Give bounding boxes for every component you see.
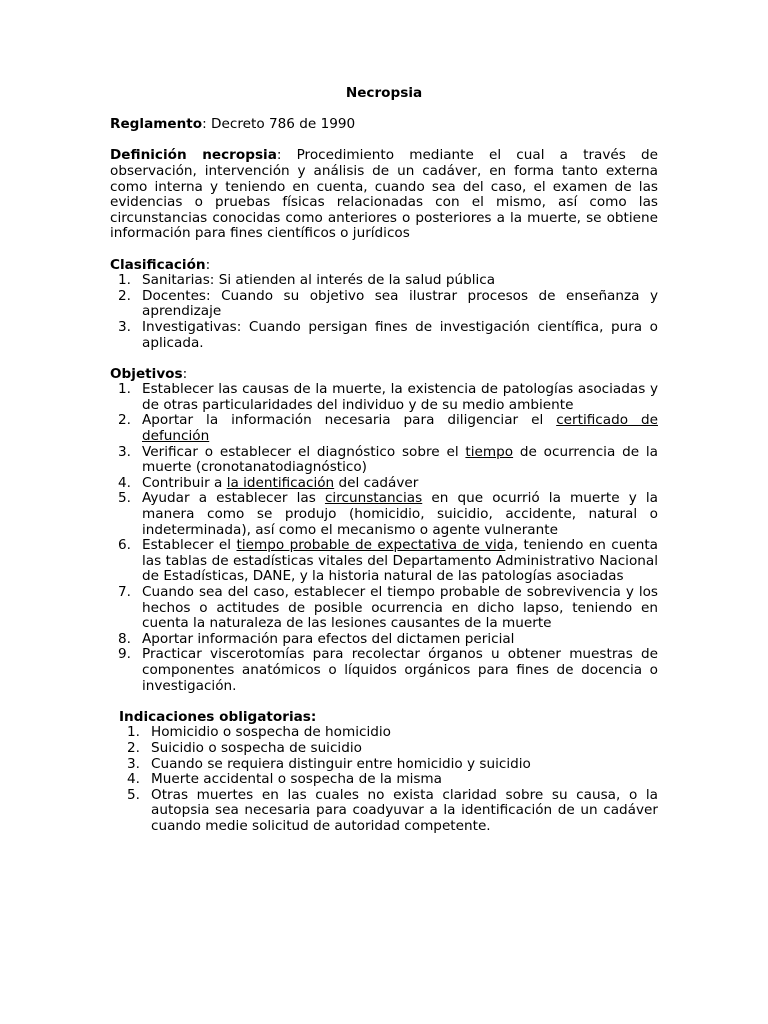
document-title: Necropsia [345, 85, 423, 101]
list-number: 3. [118, 443, 131, 460]
expectativa-vida-link[interactable]: tiempo probable de expectativa de vid [236, 537, 506, 554]
list-item-text: Homicidio o sospecha de homicidio [151, 724, 391, 741]
list-item [110, 538, 658, 585]
list-item [110, 741, 658, 757]
spacer [110, 351, 658, 367]
list-number: 1. [118, 381, 131, 398]
circunstancias-link[interactable]: circunstancias [324, 490, 423, 507]
reglamento-value: : Decreto 786 de 1990 [202, 116, 356, 133]
list-item [110, 632, 658, 648]
list-item-text: Investigativas: Cuando persigan fines de investigación científica, pura o aplicada. [142, 318, 658, 351]
list-number: 1. [118, 272, 131, 289]
list-item [110, 788, 658, 835]
list-number: 2. [118, 412, 131, 429]
list-item [110, 445, 658, 476]
clasificacion-list [110, 273, 658, 351]
list-item-text: de ocurrencia de la muerte (cronotanatodiagnóstico) [142, 443, 658, 476]
list-item-text: Cuando se requiera distinguir entre homicidio y suicidio [151, 755, 531, 772]
list-item [110, 413, 658, 444]
list-number: 2. [127, 739, 140, 756]
list-item-text: Practicar viscerotomías para recolectar órganos u obtener muestras de componentes anatómicos o líquidos orgánicos para fines de docencia o investigación. [142, 646, 658, 694]
list-item-text: Otras muertes en las cuales no exista claridad sobre su causa, o la autopsia sea necesaria para coadyuvar a la identificación de un cadáver cuando medie solicitud de autoridad competente. [151, 786, 658, 834]
list-item [110, 289, 658, 320]
list-item-text: Aportar información para efectos del dictamen pericial [142, 630, 515, 647]
list-number: 6. [118, 537, 131, 554]
reglamento-paragraph [110, 117, 658, 133]
list-item [110, 725, 658, 741]
reglamento-label: Reglamento [110, 116, 203, 133]
objetivos-heading [110, 367, 658, 383]
list-item [110, 647, 658, 694]
list-number: 5. [127, 786, 140, 803]
spacer [110, 694, 658, 710]
objetivos-label: Objetivos [110, 365, 183, 382]
spacer [110, 133, 658, 149]
list-item-text: del cadáver [334, 474, 419, 491]
definicion-label: Definición necropsia [110, 147, 277, 164]
list-item [110, 772, 658, 788]
list-number: 3. [118, 318, 131, 335]
list-number: 7. [118, 584, 131, 600]
list-item [110, 491, 658, 538]
list-item-text: Verificar o establecer el diagnóstico sobre el [142, 443, 466, 460]
definicion-value: : Procedimiento mediante el cual a través de observación, intervención y análisis de un cadáver, en forma tanto externa como interna y teniendo en cuenta, cuando sea del caso, el examen de las evidencias o pruebas físicas relacionadas con el mismo, así como las circunstancias conocidas como anteriores o posteriores a la muerte, se obtiene información para fines científicos o jurídicos [110, 147, 658, 242]
list-number: 3. [127, 755, 140, 772]
list-item-text: Contribuir a [142, 474, 227, 491]
clasificacion-colon: : [205, 256, 211, 273]
objetivos-list [110, 382, 658, 694]
list-item-text: a, teniendo en cuenta las tablas de estadísticas vitales del Departamento Administrativo Nacional de Estadísticas, DANE, y la historia natural de las patologías asociadas [142, 537, 658, 585]
tiempo-link[interactable]: tiempo [465, 443, 514, 460]
identificacion-link[interactable]: la identificación [226, 474, 335, 491]
definicion-paragraph [110, 148, 658, 242]
clasificacion-label: Clasificación [110, 256, 206, 273]
spacer [110, 242, 658, 258]
spacer [110, 102, 658, 118]
list-number: 8. [118, 630, 131, 647]
list-item-text: Docentes: Cuando su objetivo sea ilustrar procesos de enseñanza y aprendizaje [142, 287, 658, 320]
certificado-defuncion-link[interactable]: certificado de defunción [142, 412, 658, 445]
list-item [110, 382, 658, 413]
list-number: 4. [118, 474, 131, 491]
list-number: 2. [118, 287, 131, 304]
list-item [110, 273, 658, 289]
list-number: 1. [127, 724, 140, 741]
list-item-text: Suicidio o sospecha de suicidio [151, 739, 362, 756]
list-item-text: Sanitarias: Si atienden al interés de la salud pública [142, 272, 496, 289]
list-item [110, 757, 658, 773]
list-item [110, 320, 658, 351]
list-number: 4. [127, 771, 140, 788]
list-item-text: Cuando sea del caso, establecer el tiempo probable de sobrevivencia y los hechos o actitudes de posible ocurrencia en dicho lapso, teniendo en cuenta la naturaleza de las lesiones causantes de la muerte [142, 584, 658, 632]
list-item-text: en que ocurrió la muerte y la manera como se produjo (homicidio, suicidio, accidente, natural o indeterminada), así como el mecanismo o agente vulnerante [142, 490, 658, 538]
indicaciones-heading: Indicaciones obligatorias: [119, 708, 317, 725]
list-item-text: Muerte accidental o sospecha de la misma [151, 771, 442, 788]
list-item [110, 476, 658, 492]
list-item-text: Ayudar a establecer las [142, 490, 325, 507]
clasificacion-heading [110, 258, 658, 274]
list-item [110, 585, 658, 632]
objetivos-colon: : [182, 365, 188, 382]
list-item-text: Establecer las causas de la muerte, la existencia de patologías asociadas y de otras particularidades del individuo y de su medio ambiente [142, 381, 658, 413]
list-item-text: Establecer el [142, 537, 237, 554]
list-item-text: Aportar la información necesaria para diligenciar el [142, 412, 557, 429]
document-page [110, 86, 658, 835]
list-number: 9. [118, 646, 131, 663]
indicaciones-list [110, 725, 658, 834]
list-number: 5. [118, 490, 131, 507]
